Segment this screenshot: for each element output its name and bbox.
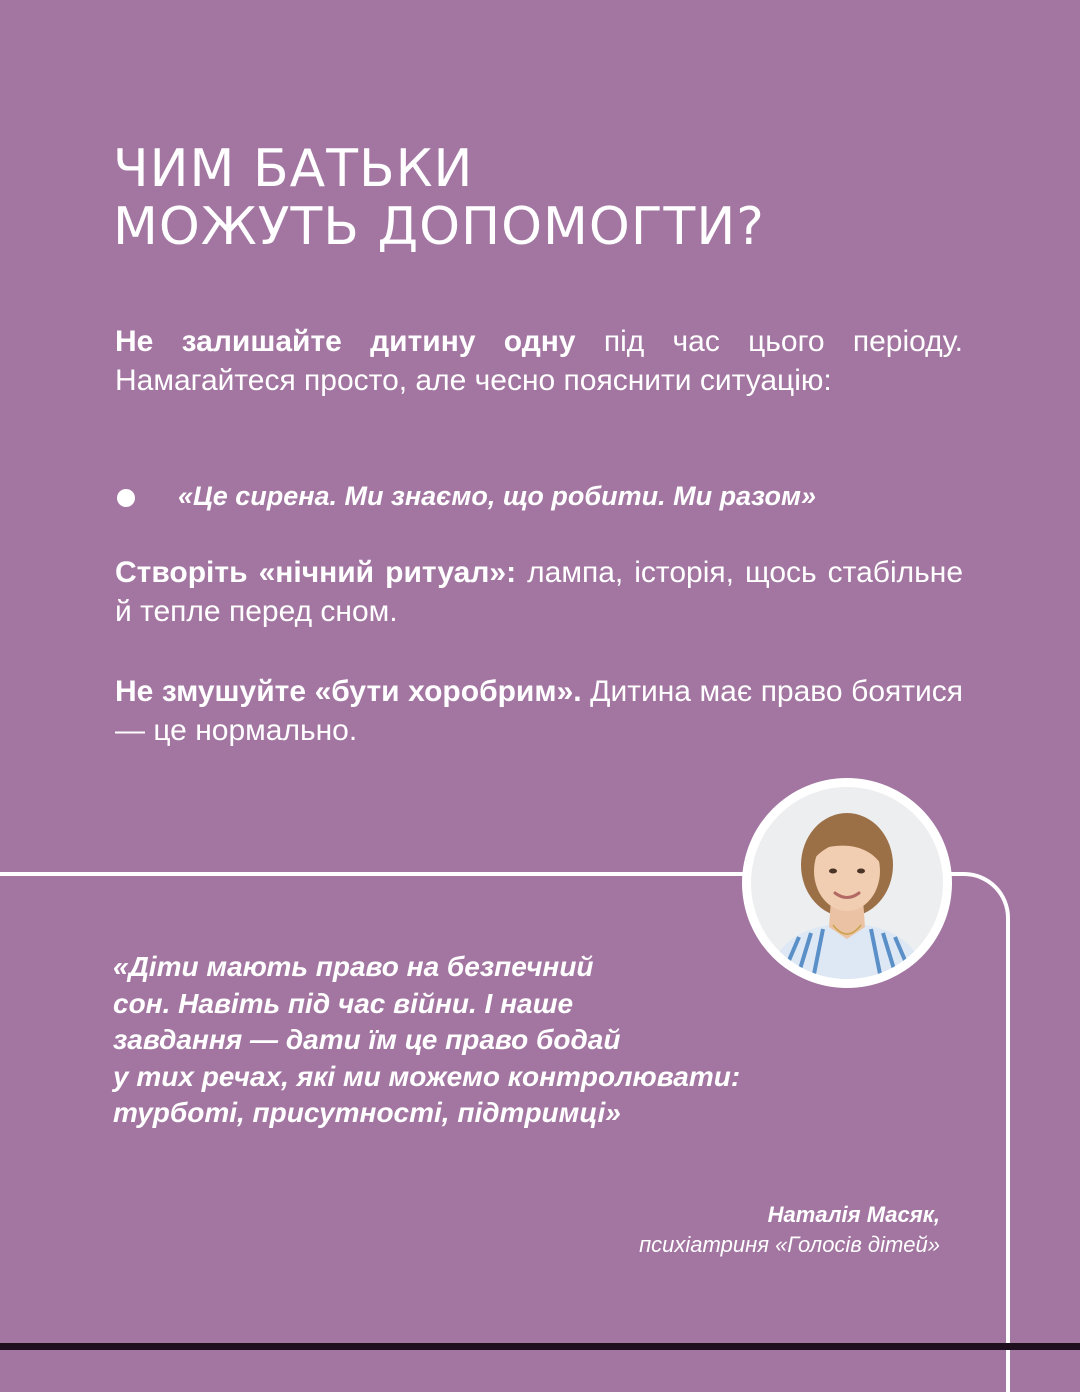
- bottom-bar: [0, 1343, 1080, 1350]
- author-role: психіатриня «Голосів дітей»: [639, 1232, 940, 1257]
- title-line-1: ЧИМ БАТЬКИ: [113, 139, 474, 199]
- quote-line: сон. Навіть під час війни. І наше: [113, 987, 574, 1019]
- advice-1-bold: Не залишайте дитину одну: [115, 325, 576, 358]
- bullet-text: «Це сирена. Ми знаємо, що робити. Ми разом»: [178, 481, 816, 511]
- advice-2-bold: Створіть «нічний ритуал»:: [115, 556, 517, 589]
- advice-paragraph-1: [115, 322, 963, 400]
- title-line-2: МОЖУТЬ ДОПОМОГТИ?: [113, 197, 765, 257]
- bullet-dot-icon: [117, 489, 135, 507]
- quote-line: у тих речах, які ми можемо контролювати:: [113, 1060, 741, 1092]
- advice-3-bold: Не змушуйте «бути хоробрим».: [115, 675, 582, 708]
- advice-paragraph-3: [115, 672, 963, 750]
- advice-3-text: Дитина має право боятися — це нормально.: [115, 675, 963, 747]
- advice-paragraph-2: [115, 553, 963, 631]
- page-title: [113, 140, 765, 256]
- quote-line: турботі, присутності, підтримці»: [113, 1097, 621, 1128]
- advice-1-text: під час цього періоду. Намагайтеся просто, але чесно пояснити ситуацію:: [115, 325, 963, 397]
- author-name: Наталія Масяк,: [767, 1202, 940, 1227]
- advice-2-text: лампа, історія, щось стабільне й тепле перед сном.: [115, 556, 964, 628]
- quote-attribution: [639, 1200, 940, 1260]
- quote-line: «Діти мають право на безпечний: [113, 951, 594, 982]
- quote-line: завдання — дати їм це право бодай: [113, 1024, 621, 1055]
- expert-quote: [113, 949, 853, 1132]
